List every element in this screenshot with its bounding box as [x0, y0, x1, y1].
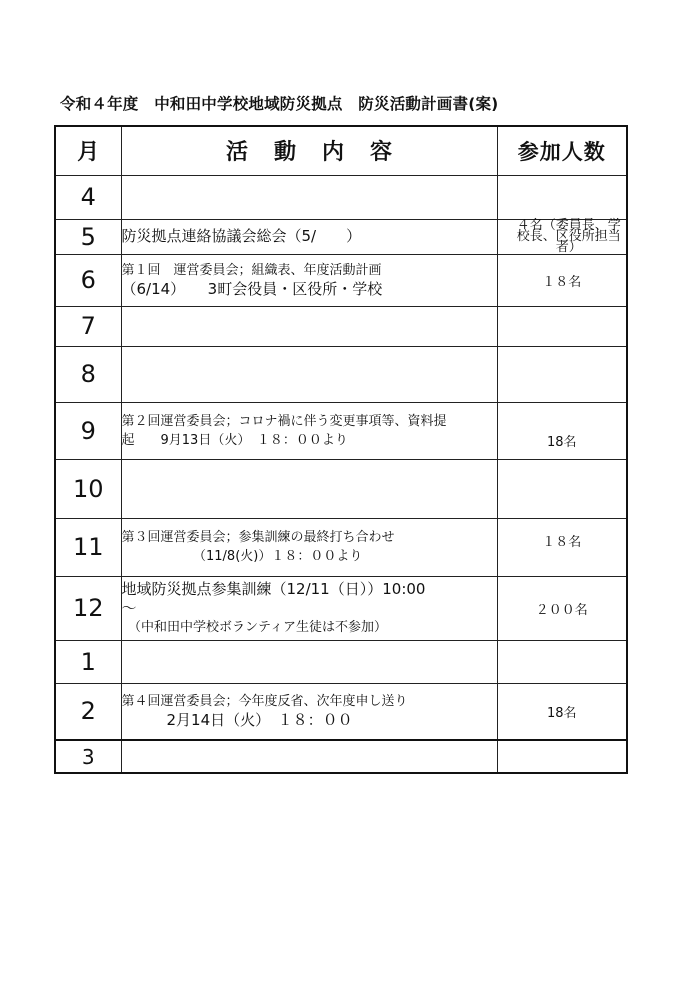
- month-cell: 7: [55, 306, 121, 346]
- month-cell: 3: [55, 740, 121, 773]
- activity-line: 第４回運営委員会；今年度反省、次年度申し送り: [121, 694, 408, 710]
- document-title: 令和４年度 中和田中学校地域防災拠点 防災活動計画書(案): [60, 95, 499, 113]
- participants-cell: １８名: [497, 518, 627, 576]
- activity-line: （中和田中学校ボランティア生徒は不参加）: [121, 619, 387, 635]
- activity-line: 起 9月13日（火） １８：００より: [121, 432, 348, 448]
- table-row: [55, 459, 627, 518]
- activity-line: 第１回 運営委員会；組織表、年度活動計画: [121, 263, 382, 278]
- participants-cell: ４名（委員長、学校長、区役所担当者）: [497, 219, 627, 254]
- table-row: [55, 254, 627, 306]
- month-cell: 9: [55, 402, 121, 459]
- header-month: 月: [55, 126, 121, 175]
- table-row: [55, 683, 627, 740]
- activity-line: ～: [121, 598, 137, 617]
- month-cell: 8: [55, 346, 121, 402]
- participants-cell: 18名: [497, 683, 627, 740]
- table-row: [55, 740, 627, 773]
- participants-cell: [497, 346, 627, 402]
- table-row: [55, 402, 627, 459]
- table-row: [55, 518, 627, 576]
- table-header-row: [55, 126, 627, 175]
- participants-cell: [497, 175, 627, 219]
- table-row: [55, 640, 627, 683]
- activity-cell: [121, 254, 497, 306]
- participants-cell: [497, 740, 627, 773]
- activity-cell: [121, 175, 497, 219]
- activity-line: 防災拠点連絡協議会総会（5/ ）: [121, 227, 362, 245]
- table-row: [55, 219, 627, 254]
- activity-line: 第２回運営委員会；コロナ禍に伴う変更事項等、資料提: [121, 413, 447, 429]
- header-activity: [121, 126, 497, 175]
- participants-cell: [497, 459, 627, 518]
- participants-cell: [497, 640, 627, 683]
- activity-cell: [121, 346, 497, 402]
- activity-cell: [121, 683, 497, 740]
- header-activity-label: 活動内容: [225, 140, 418, 166]
- participants-cell: ２００名: [497, 576, 627, 640]
- activity-line: 地域防災拠点参集訓練（12/11（日））10:00: [121, 579, 426, 598]
- month-cell: 6: [55, 254, 121, 306]
- activity-plan-table: [54, 125, 628, 774]
- table-row: [55, 175, 627, 219]
- activity-cell: [121, 518, 497, 576]
- table-row: [55, 576, 627, 640]
- month-cell: 2: [55, 683, 121, 740]
- activity-cell: [121, 640, 497, 683]
- table-row: [55, 346, 627, 402]
- header-participants: 参加人数: [497, 126, 627, 175]
- activity-cell: [121, 576, 497, 640]
- participants-cell: [497, 306, 627, 346]
- month-cell: 11: [55, 518, 121, 576]
- activity-cell: [121, 740, 497, 773]
- month-cell: 12: [55, 576, 121, 640]
- activity-line: 第３回運営委員会；参集訓練の最終打ち合わせ: [121, 530, 395, 545]
- table-row: [55, 306, 627, 346]
- participants-cell: １８名: [497, 254, 627, 306]
- activity-line: （11/8(火)）１８：００より: [121, 549, 363, 564]
- activity-line: （6/14） 3町会役員・区役所・学校: [121, 280, 383, 298]
- activity-cell: [121, 219, 497, 254]
- month-cell: 4: [55, 175, 121, 219]
- activity-cell: [121, 459, 497, 518]
- activity-line: 2月14日（火） １８：００: [121, 711, 353, 730]
- activity-cell: [121, 306, 497, 346]
- participants-cell: 18名: [497, 402, 627, 459]
- month-cell: 1: [55, 640, 121, 683]
- activity-cell: [121, 402, 497, 459]
- month-cell: 5: [55, 219, 121, 254]
- month-cell: 10: [55, 459, 121, 518]
